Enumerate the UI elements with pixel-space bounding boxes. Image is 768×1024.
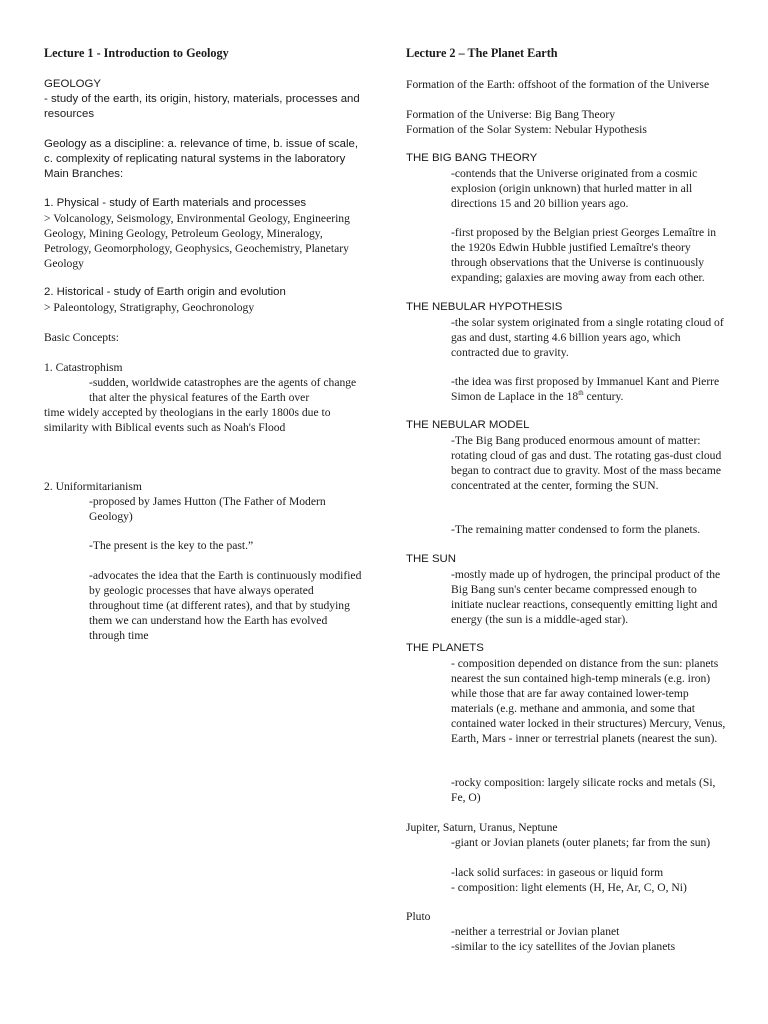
physical-branch-list: > Volcanology, Seismology, Environmental Geology, Engineering Geology, Mining Geology, Petroleum Geology, Mineralogy, Petrology, Geomorphology, Geophysics, Geochemistry, Planetary Geology bbox=[44, 212, 350, 270]
catastrophism-text-rest: time widely accepted by theologians in the early 1800s due to similarity with Biblical events such as Noah's Flood bbox=[44, 406, 331, 434]
geology-heading: GEOLOGY bbox=[44, 78, 101, 90]
sun-heading: THE SUN bbox=[406, 553, 456, 565]
big-bang-point-1: -contends that the Universe originated from a cosmic explosion (origin unknown) that hurled matter in all directions 15 and 20 billion years ago. bbox=[451, 167, 698, 210]
jovian-point-3: - composition: light elements (H, He, Ar, C, O, Ni) bbox=[451, 881, 687, 894]
big-bang-point-2: -first proposed by the Belgian priest Georges Lemaître in the 1920s Edwin Hubble justified Lemaître's theory through observations that the Universe is continuously expanding; galaxies are moving away from each other. bbox=[451, 226, 717, 284]
nebular-model-point-1: -The Big Bang produced enormous amount of matter: rotating cloud of gas and dust. The rotating gas-dust cloud began to contract due to gravity. Most of the mass became concentrated at the center, forming the SUN. bbox=[451, 434, 722, 492]
nebular-model-heading: THE NEBULAR MODEL bbox=[406, 419, 530, 431]
formation-solar-system: Formation of the Solar System: Nebular Hypothesis bbox=[406, 123, 647, 136]
sun-point-1: -mostly made up of hydrogen, the principal product of the Big Bang sun's center became compressed enough to initiate nuclear reactions, consequently emitting light and energy (the sun is a middle-aged star). bbox=[451, 568, 721, 626]
nebular-hypothesis-point-2-text: -the idea was first proposed by Immanuel Kant and Pierre Simon de Laplace in the 18 bbox=[451, 375, 720, 403]
nebular-model-point-2: -The remaining matter condensed to form the planets. bbox=[451, 523, 701, 536]
formation-earth: Formation of the Earth: offshoot of the formation of the Universe bbox=[406, 78, 710, 91]
jovian-point-2: -lack solid surfaces: in gaseous or liquid form bbox=[451, 866, 664, 879]
nebular-hypothesis-point-2 bbox=[406, 374, 728, 404]
jovian-heading: Jupiter, Saturn, Uranus, Neptune bbox=[406, 821, 558, 834]
uniformitarianism-point-2: -The present is the key to the past.” bbox=[89, 539, 254, 552]
pluto-point-2: -similar to the icy satellites of the Jovian planets bbox=[451, 940, 676, 953]
planets-point-1: - composition depended on distance from the sun: planets nearest the sun contained high-temp minerals (e.g. iron) while those that are far away contained lower-temp materials (e.g. methane and ammonia, and some that contained water locked in their structures) Mercury, Venus, Earth, Mars - inner or terrestrial planets (nearest the sun). bbox=[451, 657, 726, 745]
discipline-text: Geology as a discipline: a. relevance of time, b. issue of scale, c. complexity of replicating natural systems in the laboratory bbox=[44, 138, 359, 165]
nebular-hypothesis-point-2-end: century. bbox=[583, 390, 624, 403]
geology-definition: - study of the earth, its origin, history, materials, processes and resources bbox=[44, 93, 360, 120]
uniformitarianism-point-3: -advocates the idea that the Earth is continuously modified by geologic processes that have always operated throughout time (at different rates), and that by studying them we can understand how the Earth has evolved through time bbox=[89, 569, 362, 642]
planets-heading: THE PLANETS bbox=[406, 642, 484, 654]
big-bang-heading: THE BIG BANG THEORY bbox=[406, 152, 538, 164]
formation-universe: Formation of the Universe: Big Bang Theory bbox=[406, 108, 616, 121]
pluto-point-1: -neither a terrestrial or Jovian planet bbox=[451, 925, 620, 938]
lecture-2-title: Lecture 2 – The Planet Earth bbox=[406, 46, 558, 60]
physical-branch: 1. Physical - study of Earth materials and processes bbox=[44, 197, 307, 209]
ordinal-suffix: th bbox=[578, 389, 584, 398]
catastrophism-text-first: -sudden, worldwide catastrophes are the agents of change that alter the physical features of the Earth over bbox=[89, 376, 357, 404]
basic-concepts-label: Basic Concepts: bbox=[44, 331, 120, 344]
main-branches-label: Main Branches: bbox=[44, 168, 124, 180]
jovian-point-1: -giant or Jovian planets (outer planets; far from the sun) bbox=[451, 836, 711, 849]
nebular-hypothesis-point-1: -the solar system originated from a single rotating cloud of gas and dust, starting 4.6 billion years ago, which contracted due to gravity. bbox=[451, 316, 724, 359]
historical-branch-list: > Paleontology, Stratigraphy, Geochronology bbox=[44, 301, 255, 314]
historical-branch: 2. Historical - study of Earth origin and evolution bbox=[44, 286, 286, 298]
nebular-hypothesis-heading: THE NEBULAR HYPOTHESIS bbox=[406, 301, 563, 313]
catastrophism-heading: 1. Catastrophism bbox=[44, 361, 123, 374]
uniformitarianism-heading: 2. Uniformitarianism bbox=[44, 480, 142, 493]
lecture-1-title: Lecture 1 - Introduction to Geology bbox=[44, 46, 229, 60]
uniformitarianism-point-1: -proposed by James Hutton (The Father of Modern Geology) bbox=[89, 495, 326, 523]
planets-point-2: -rocky composition: largely silicate rocks and metals (Si, Fe, O) bbox=[451, 776, 716, 804]
pluto-heading: Pluto bbox=[406, 910, 431, 923]
